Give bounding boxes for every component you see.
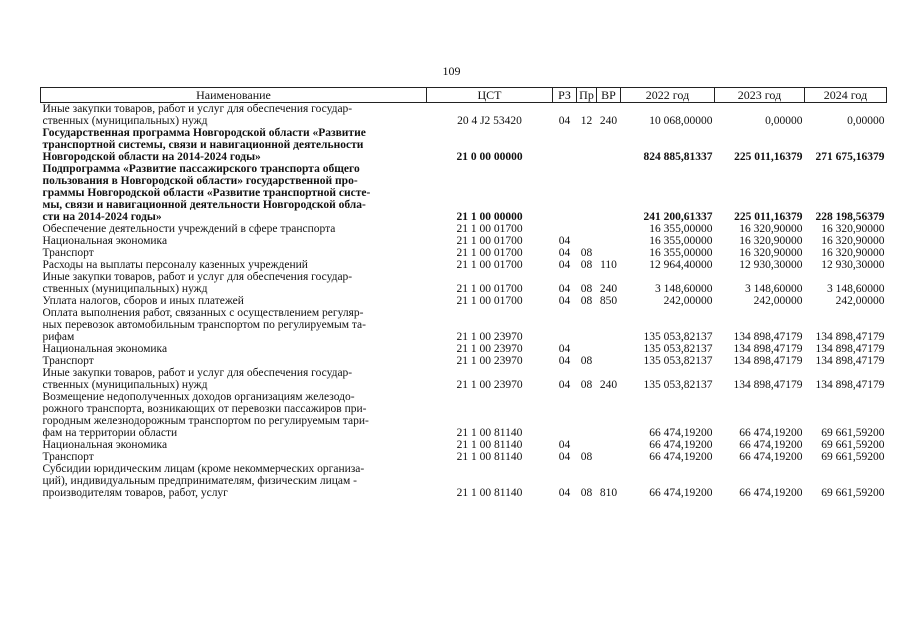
header-2024: 2024 год — [805, 88, 887, 103]
row-2024-amount: 228 198,56379 — [815, 211, 885, 223]
row-vr — [597, 235, 621, 247]
row-rz: 04 — [558, 247, 571, 259]
row-rz: 04 — [558, 259, 571, 271]
row-2022-amount: 66 474,19200 — [649, 439, 713, 451]
row-vr — [597, 343, 621, 355]
table-row — [41, 259, 887, 271]
header-name: Наименование — [41, 88, 427, 103]
row-2023-amount: 225 011,16379 — [734, 151, 803, 163]
row-2024-amount: 271 675,16379 — [815, 151, 885, 163]
table-row — [41, 235, 887, 247]
row-2022-amount: 12 964,40000 — [649, 259, 713, 271]
row-rz — [553, 223, 577, 235]
table-row — [41, 463, 887, 499]
row-pr: 08 — [580, 259, 593, 271]
row-2023-amount: 16 320,90000 — [739, 235, 803, 247]
row-rz: 04 — [558, 487, 571, 499]
row-2022-amount: 824 885,81337 — [643, 151, 713, 163]
row-name: Иные закупки товаров, работ и услуг для обеспечения государ- ственных (муниципальных) нужд — [42, 103, 353, 127]
row-vr: 240 — [599, 283, 618, 295]
row-name: Транспорт — [42, 451, 94, 463]
row-cst: 21 1 00 23970 — [456, 355, 523, 367]
row-2024-amount: 69 661,59200 — [821, 439, 885, 451]
row-2023-amount: 16 320,90000 — [739, 223, 803, 235]
row-2024-amount: 242,00000 — [835, 295, 885, 307]
row-2023-amount: 66 474,19200 — [739, 487, 803, 499]
row-vr: 110 — [600, 259, 617, 271]
row-cst: 21 1 00 23970 — [456, 331, 523, 343]
row-name: Возмещение недополученных доходов организациям железодо- рожного транспорта, возникающих от перевозки пассажиров при- городным железнодорожным транспортом по регулируемым тари- фам на территории области — [42, 391, 369, 439]
row-cst: 21 1 00 01700 — [456, 259, 523, 271]
row-2023-amount: 242,00000 — [753, 295, 803, 307]
row-name: Расходы на выплаты персоналу казенных учреждений — [42, 259, 308, 271]
table-row — [41, 247, 887, 259]
row-pr — [577, 439, 597, 451]
row-pr — [577, 235, 597, 247]
row-pr: 08 — [580, 355, 593, 367]
row-cst: 21 1 00 23970 — [456, 343, 523, 355]
row-rz: 04 — [558, 451, 571, 463]
row-2022-amount: 242,00000 — [663, 295, 713, 307]
row-vr — [597, 163, 621, 223]
header-2023: 2023 год — [715, 88, 805, 103]
row-2022-amount: 3 148,60000 — [655, 283, 713, 295]
row-vr — [597, 355, 621, 367]
row-vr — [597, 127, 621, 163]
row-rz: 04 — [558, 115, 571, 127]
row-name: Уплата налогов, сборов и иных платежей — [42, 295, 244, 307]
row-cst: 21 1 00 81140 — [456, 427, 523, 439]
row-cst: 21 1 00 23970 — [456, 379, 523, 391]
row-2023-amount: 134 898,47179 — [733, 331, 803, 343]
header-vr: ВР — [597, 88, 621, 103]
row-2024-amount: 69 661,59200 — [821, 451, 885, 463]
row-pr — [577, 391, 597, 439]
table-header-row — [41, 88, 887, 103]
row-2022-amount: 66 474,19200 — [649, 427, 713, 439]
table-row — [41, 295, 887, 307]
row-pr: 12 — [580, 115, 593, 127]
row-2022-amount: 16 355,00000 — [649, 247, 713, 259]
row-name: Транспорт — [42, 247, 94, 259]
row-name: Национальная экономика — [42, 439, 168, 451]
row-rz: 04 — [558, 343, 571, 355]
row-2022-amount: 16 355,00000 — [649, 235, 713, 247]
row-vr — [597, 247, 621, 259]
table-row — [41, 439, 887, 451]
row-2024-amount: 3 148,60000 — [827, 283, 885, 295]
row-cst: 21 1 00 00000 — [456, 211, 523, 223]
row-2023-amount: 16 320,90000 — [739, 247, 803, 259]
table-row — [41, 163, 887, 223]
row-vr: 240 — [599, 115, 618, 127]
row-2023-amount: 12 930,30000 — [739, 259, 803, 271]
header-2022: 2022 год — [621, 88, 715, 103]
header-cst: ЦСТ — [427, 88, 553, 103]
row-vr — [597, 307, 621, 343]
row-cst: 21 1 00 01700 — [456, 295, 523, 307]
table-row — [41, 367, 887, 391]
row-pr: 08 — [580, 247, 593, 259]
row-2022-amount: 241 200,61337 — [643, 211, 713, 223]
row-2024-amount: 0,00000 — [847, 115, 885, 127]
row-name: Национальная экономика — [42, 235, 168, 247]
row-pr: 08 — [580, 451, 593, 463]
row-rz: 04 — [558, 235, 571, 247]
table-row — [41, 355, 887, 367]
row-pr: 08 — [580, 283, 593, 295]
header-pr: Пр — [577, 88, 597, 103]
row-cst: 21 0 00 00000 — [456, 151, 523, 163]
row-cst: 21 1 00 81140 — [456, 439, 523, 451]
row-name: Национальная экономика — [42, 343, 168, 355]
table-row — [41, 451, 887, 463]
row-name: Государственная программа Новгородской области «Развитие транспортной системы, связи и навигационной деятельности Новгородской области на 2014-2024 годы» — [42, 127, 366, 163]
row-pr — [577, 163, 597, 223]
row-2022-amount: 66 474,19200 — [649, 451, 713, 463]
page-number: 109 — [442, 64, 461, 78]
row-2024-amount: 16 320,90000 — [821, 223, 885, 235]
row-2023-amount: 134 898,47179 — [733, 379, 803, 391]
row-2024-amount: 16 320,90000 — [821, 235, 885, 247]
row-2024-amount: 134 898,47179 — [815, 379, 885, 391]
row-pr: 08 — [580, 487, 593, 499]
table-row — [41, 307, 887, 343]
table-row — [41, 223, 887, 235]
row-2024-amount: 16 320,90000 — [821, 247, 885, 259]
row-2023-amount: 134 898,47179 — [733, 343, 803, 355]
row-rz — [553, 307, 577, 343]
row-2022-amount: 135 053,82137 — [643, 331, 713, 343]
row-cst: 21 1 00 01700 — [456, 247, 523, 259]
row-vr: 810 — [599, 487, 618, 499]
row-2022-amount: 135 053,82137 — [643, 343, 713, 355]
row-rz — [553, 127, 577, 163]
row-2024-amount: 69 661,59200 — [821, 427, 885, 439]
row-name: Подпрограмма «Развитие пассажирского транспорта общего пользования в Новгородской области» государственной про- граммы Новгородской области «Развитие транспортной систе- мы, связи и навигационной деятельности Новгородской обла- сти на 2014-2024 годы» — [42, 163, 371, 223]
row-cst: 21 1 00 01700 — [456, 283, 523, 295]
row-rz — [553, 163, 577, 223]
row-2022-amount: 16 355,00000 — [649, 223, 713, 235]
table-row — [41, 103, 887, 128]
row-name: Субсидии юридическим лицам (кроме некоммерческих организа- ций), индивидуальным предпринимателям, физическим лицам - производителям товаров, работ, услуг — [42, 463, 365, 499]
row-vr — [597, 451, 621, 463]
row-2022-amount: 66 474,19200 — [649, 487, 713, 499]
row-2023-amount: 66 474,19200 — [739, 427, 803, 439]
row-name: Оплата выполнения работ, связанных с осуществлением регуляр- ных перевозок автомобильным транспортом по регулируемым та- рифам — [42, 307, 366, 343]
row-2024-amount: 12 930,30000 — [821, 259, 885, 271]
table-row — [41, 343, 887, 355]
row-rz: 04 — [558, 355, 571, 367]
row-2023-amount: 66 474,19200 — [739, 451, 803, 463]
row-2023-amount: 0,00000 — [765, 115, 803, 127]
row-rz: 04 — [558, 283, 571, 295]
row-vr — [597, 223, 621, 235]
row-2022-amount: 135 053,82137 — [643, 355, 713, 367]
header-rz: РЗ — [553, 88, 577, 103]
row-name: Иные закупки товаров, работ и услуг для обеспечения государ- ственных (муниципальных) нужд — [42, 271, 353, 295]
row-cst: 21 1 00 01700 — [456, 223, 523, 235]
row-vr — [597, 391, 621, 439]
row-2024-amount: 134 898,47179 — [815, 355, 885, 367]
table-row — [41, 271, 887, 295]
row-vr: 240 — [599, 379, 618, 391]
row-pr — [577, 223, 597, 235]
row-rz — [553, 391, 577, 439]
row-pr — [577, 343, 597, 355]
row-pr — [577, 307, 597, 343]
budget-table — [40, 87, 887, 499]
row-2023-amount: 225 011,16379 — [734, 211, 803, 223]
row-pr — [577, 127, 597, 163]
row-name: Обеспечение деятельности учреждений в сфере транспорта — [42, 223, 336, 235]
row-pr: 08 — [580, 295, 593, 307]
table-row — [41, 127, 887, 163]
row-2023-amount: 66 474,19200 — [739, 439, 803, 451]
row-name: Транспорт — [42, 355, 94, 367]
row-2023-amount: 3 148,60000 — [745, 283, 803, 295]
row-vr — [597, 439, 621, 451]
row-2024-amount: 134 898,47179 — [815, 343, 885, 355]
row-vr: 850 — [599, 295, 618, 307]
row-rz: 04 — [558, 379, 571, 391]
row-2022-amount: 135 053,82137 — [643, 379, 713, 391]
row-rz: 04 — [558, 295, 571, 307]
row-2022-amount: 10 068,00000 — [649, 115, 713, 127]
row-pr: 08 — [580, 379, 593, 391]
row-2024-amount: 69 661,59200 — [821, 487, 885, 499]
row-cst: 21 1 00 81140 — [456, 487, 523, 499]
row-cst: 20 4 J2 53420 — [457, 115, 522, 127]
row-name: Иные закупки товаров, работ и услуг для обеспечения государ- ственных (муниципальных) нужд — [42, 367, 353, 391]
row-cst: 21 1 00 81140 — [456, 451, 523, 463]
table-row — [41, 391, 887, 439]
row-2024-amount: 134 898,47179 — [815, 331, 885, 343]
row-2023-amount: 134 898,47179 — [733, 355, 803, 367]
row-rz: 04 — [558, 439, 571, 451]
row-cst: 21 1 00 01700 — [456, 235, 523, 247]
